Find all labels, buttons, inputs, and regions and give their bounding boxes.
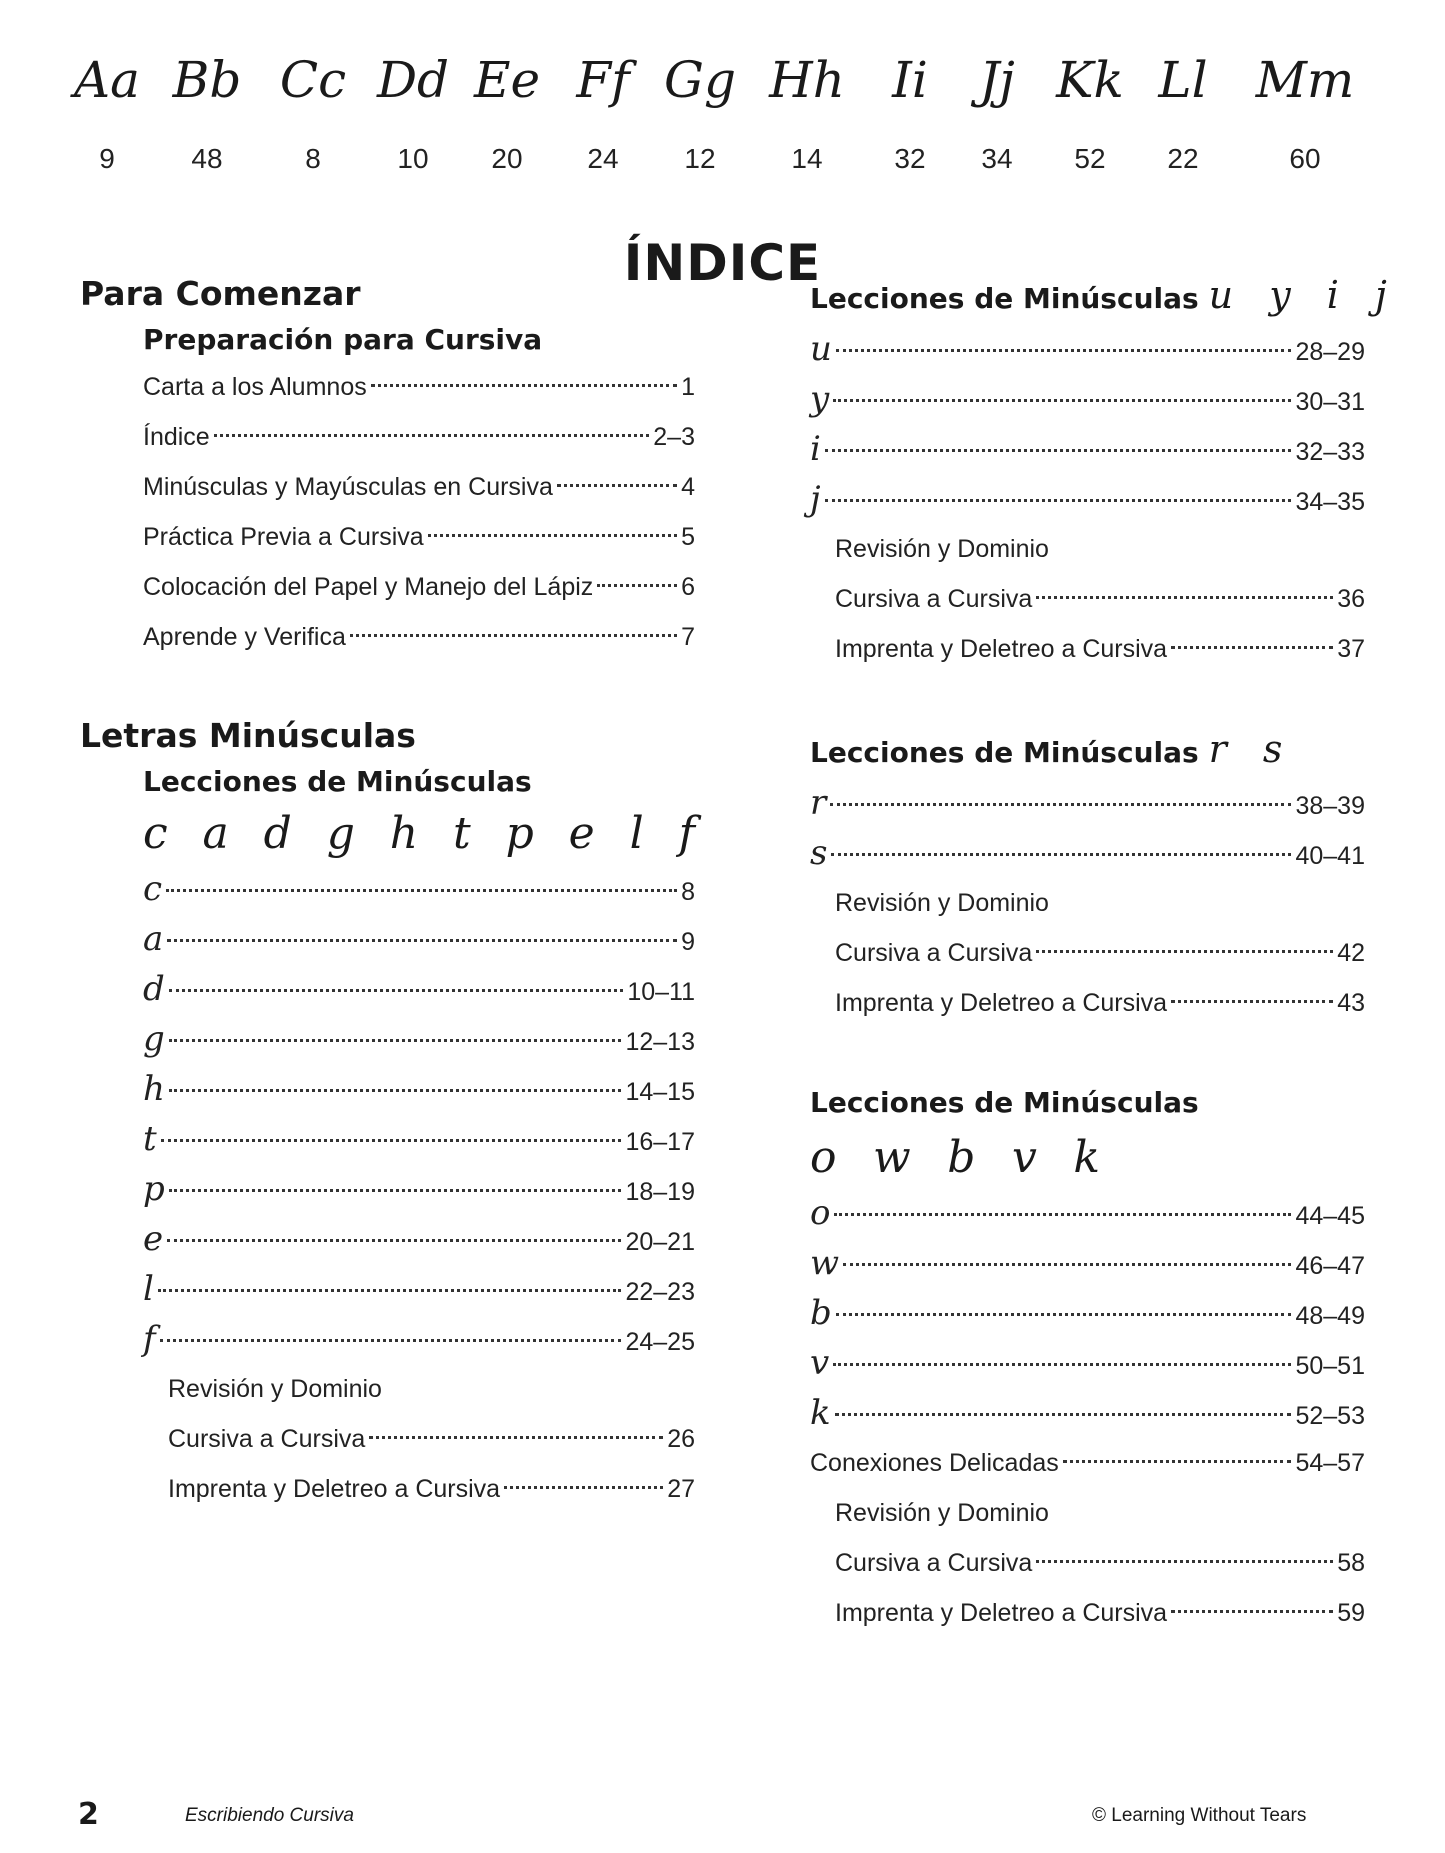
alphabet-page: 14: [791, 143, 823, 174]
entry-page: 36: [1337, 585, 1365, 613]
entry-page: 43: [1337, 989, 1365, 1017]
entry-letter: p: [143, 1169, 165, 1209]
entry-page: 2–3: [653, 423, 695, 451]
toc-entry[interactable]: [143, 1214, 695, 1264]
toc-entry[interactable]: [810, 1388, 1365, 1438]
lesson-glyph-row: [143, 804, 695, 864]
dot-leader: [350, 634, 677, 637]
dot-leader: [597, 584, 677, 587]
dot-leader: [831, 853, 1291, 856]
dot-leader: [836, 1313, 1292, 1316]
entry-label: Conexiones Delicadas: [810, 1449, 1059, 1477]
entry-page: 27: [667, 1475, 695, 1503]
toc-entry[interactable]: [835, 1588, 1365, 1638]
entry-page: 5: [681, 523, 695, 551]
entry-letter: j: [810, 479, 821, 519]
entry-letter: a: [143, 919, 164, 959]
toc-entry[interactable]: [835, 574, 1365, 624]
entry-page: 44–45: [1295, 1202, 1365, 1230]
lesson-group-glyphs: r s: [1208, 727, 1295, 771]
subsection-title: Preparación para Cursiva: [143, 323, 543, 356]
toc-entry[interactable]: [143, 362, 695, 412]
entry-letter: w: [810, 1243, 840, 1283]
entry-page: 14–15: [625, 1078, 695, 1106]
entry-page: 37: [1337, 635, 1365, 663]
cursive-glyph: h: [389, 808, 419, 859]
toc-entry[interactable]: [143, 1264, 695, 1314]
toc-entry[interactable]: [810, 1338, 1365, 1388]
toc-entry[interactable]: [810, 324, 1365, 374]
right-column: [810, 270, 1399, 1638]
dot-leader: [830, 803, 1291, 806]
lesson-group-title: [810, 270, 1399, 324]
entry-page: 28–29: [1295, 338, 1365, 366]
cursive-glyph: a: [202, 808, 229, 859]
entry-letter: b: [810, 1293, 832, 1333]
entry-page: 8: [681, 878, 695, 906]
dot-leader: [158, 1289, 622, 1292]
alphabet-item: [1250, 40, 1360, 176]
entry-letter: c: [143, 869, 163, 909]
entry-page: 4: [681, 473, 695, 501]
entry-page: 38–39: [1295, 792, 1365, 820]
alphabet-item: [752, 40, 862, 176]
entry-label: Imprenta y Deletreo a Cursiva: [835, 989, 1168, 1017]
entry-page: 20–21: [625, 1228, 695, 1256]
toc-entry[interactable]: [143, 1064, 695, 1114]
toc-entry[interactable]: [810, 778, 1365, 828]
alphabet-letters: Ff: [576, 51, 630, 109]
toc-entry[interactable]: [810, 1238, 1365, 1288]
lesson-group-label: Lecciones de Minúsculas: [810, 736, 1199, 769]
toc-entry[interactable]: [810, 1288, 1365, 1338]
toc-entry[interactable]: [143, 1114, 695, 1164]
entry-page: 6: [681, 573, 695, 601]
cursive-glyph: f: [678, 808, 695, 859]
alphabet-letters: Kk: [1056, 51, 1124, 109]
dot-leader: [167, 1239, 621, 1242]
entry-page: 48–49: [1295, 1302, 1365, 1330]
section-title-lowercase: Letras Minúsculas: [80, 716, 416, 755]
entry-label: Cursiva a Cursiva: [835, 585, 1033, 613]
dot-leader: [166, 889, 677, 892]
review-block: [810, 524, 1365, 674]
alphabet-page: 34: [981, 143, 1013, 174]
cursive-glyph: w: [873, 1132, 911, 1183]
alphabet-item: [152, 40, 262, 176]
cursive-glyph: v: [1011, 1132, 1037, 1183]
toc-entry[interactable]: [835, 928, 1365, 978]
dot-leader: [834, 1213, 1291, 1216]
entry-label: Aprende y Verifica: [143, 623, 346, 651]
toc-entry[interactable]: [143, 864, 695, 914]
lesson-group-title: [810, 724, 1365, 778]
entry-letter: v: [810, 1343, 830, 1383]
alphabet-page: 8: [305, 143, 321, 174]
dot-leader: [835, 1413, 1292, 1416]
dot-leader: [843, 1263, 1291, 1266]
entry-page: 52–53: [1295, 1402, 1365, 1430]
entry-letter: s: [810, 833, 828, 873]
review-title: Revisión y Dominio: [168, 1375, 382, 1403]
toc-entry[interactable]: [143, 562, 695, 612]
review-title: Revisión y Dominio: [835, 535, 1049, 563]
footer-book-title: Escribiendo Cursiva: [185, 1805, 354, 1826]
alphabet-page: 48: [191, 143, 223, 174]
footer-page-number: 2: [78, 1797, 99, 1832]
dot-leader: [504, 1486, 663, 1489]
entry-label: Minúsculas y Mayúsculas en Cursiva: [143, 473, 553, 501]
entry-label: Imprenta y Deletreo a Cursiva: [835, 1599, 1168, 1627]
entry-letter: u: [810, 329, 832, 369]
alphabet-letters: Gg: [664, 51, 736, 109]
entry-letter: k: [810, 1393, 831, 1433]
entry-letter: g: [143, 1019, 165, 1059]
alphabet-letters: Ee: [473, 51, 541, 109]
alphabet-letters: Cc: [279, 51, 347, 109]
page-title: ÍNDICE: [623, 233, 822, 292]
alphabet-letters: Ii: [892, 51, 928, 109]
subsection-title: Lecciones de Minúsculas: [143, 765, 532, 798]
alphabet-item: [645, 40, 755, 176]
entry-page: 1: [681, 373, 695, 401]
entry-label: Práctica Previa a Cursiva: [143, 523, 424, 551]
toc-entry[interactable]: [168, 1464, 695, 1514]
dot-leader: [160, 1339, 622, 1342]
toc-entry[interactable]: [143, 964, 695, 1014]
dot-leader: [1036, 950, 1333, 953]
alphabet-letters: Mm: [1255, 51, 1355, 109]
entry-page: 12–13: [625, 1028, 695, 1056]
entry-label: Índice: [143, 423, 210, 451]
entry-letter: f: [143, 1319, 156, 1359]
alphabet-item: [452, 40, 562, 176]
dot-leader: [825, 499, 1292, 502]
section-lowercase: [80, 760, 695, 1514]
entry-label: Carta a los Alumnos: [143, 373, 367, 401]
left-column: [80, 270, 695, 1514]
cursive-glyph: c: [143, 808, 168, 859]
dot-leader: [161, 1139, 622, 1142]
entry-letter: h: [143, 1069, 165, 1109]
alphabet-item: [52, 40, 162, 176]
alphabet-letters: Bb: [172, 51, 242, 109]
entry-letter: i: [810, 429, 821, 469]
cursive-glyph: t: [453, 808, 471, 859]
dot-leader: [1171, 1000, 1333, 1003]
cursive-glyph: e: [568, 808, 595, 859]
alphabet-letters: Ll: [1158, 51, 1208, 109]
cursive-alphabet-strip: [40, 40, 1405, 190]
dot-leader: [833, 1363, 1291, 1366]
dot-leader: [169, 1089, 622, 1092]
dot-leader: [836, 349, 1292, 352]
entry-page: 16–17: [625, 1128, 695, 1156]
entry-page: 42: [1337, 939, 1365, 967]
entry-label: Cursiva a Cursiva: [835, 1549, 1033, 1577]
dot-leader: [167, 939, 677, 942]
entry-page: 10–11: [627, 978, 695, 1006]
alphabet-letters: Aa: [74, 51, 140, 109]
section-getting-started: [80, 318, 695, 662]
alphabet-letters: Jj: [979, 51, 1015, 109]
cursive-glyph: l: [629, 808, 644, 859]
alphabet-page: 60: [1289, 143, 1321, 174]
toc-entry[interactable]: [835, 1538, 1365, 1588]
toc-entry[interactable]: [143, 1164, 695, 1214]
alphabet-page: 52: [1074, 143, 1106, 174]
entry-label: Imprenta y Deletreo a Cursiva: [835, 635, 1168, 663]
entry-label: Cursiva a Cursiva: [168, 1425, 366, 1453]
alphabet-page: 10: [397, 143, 429, 174]
entry-letter: o: [810, 1193, 831, 1233]
dot-leader: [1036, 596, 1333, 599]
toc-entry[interactable]: [810, 828, 1365, 878]
dot-leader: [1171, 1610, 1333, 1613]
entry-page: 26: [667, 1425, 695, 1453]
entry-letter: e: [143, 1219, 164, 1259]
footer-copyright: © Learning Without Tears: [1092, 1805, 1307, 1826]
entry-letter: d: [143, 969, 165, 1009]
entry-letter: y: [810, 379, 830, 419]
cursive-glyph: o: [810, 1132, 837, 1183]
dot-leader: [1036, 1560, 1333, 1563]
dot-leader: [214, 434, 650, 437]
toc-entry[interactable]: [143, 1314, 695, 1364]
cursive-glyph: g: [326, 808, 355, 859]
toc-entry[interactable]: [810, 424, 1365, 474]
toc-entry[interactable]: [143, 412, 695, 462]
review-title: Revisión y Dominio: [835, 1499, 1049, 1527]
alphabet-page: 32: [894, 143, 926, 174]
entry-page: 58: [1337, 1549, 1365, 1577]
toc-entry[interactable]: [143, 462, 695, 512]
cursive-glyph: b: [947, 1132, 976, 1183]
dot-leader: [1171, 646, 1333, 649]
cursive-glyph: k: [1073, 1132, 1100, 1183]
review-title: Revisión y Dominio: [835, 889, 1049, 917]
toc-entry[interactable]: [143, 512, 695, 562]
toc-entry[interactable]: [168, 1414, 695, 1464]
dot-leader: [169, 1039, 622, 1042]
review-block: [143, 1364, 695, 1514]
entry-letter: r: [810, 783, 827, 823]
entry-page: 30–31: [1295, 388, 1365, 416]
cursive-glyph: p: [505, 808, 534, 859]
dot-leader: [825, 449, 1292, 452]
toc-entry[interactable]: [835, 978, 1365, 1028]
entry-page: 18–19: [625, 1178, 695, 1206]
cursive-glyph: d: [263, 808, 292, 859]
lesson-group-glyphs: u y i j: [1208, 273, 1399, 317]
entry-page: 32–33: [1295, 438, 1365, 466]
entry-page: 22–23: [625, 1278, 695, 1306]
entry-page: 40–41: [1295, 842, 1365, 870]
lesson-group-label: Lecciones de Minúsculas: [810, 282, 1199, 315]
toc-entry[interactable]: [143, 612, 695, 662]
entry-page: 34–35: [1295, 488, 1365, 516]
entry-label: Colocación del Papel y Manejo del Lápiz: [143, 573, 594, 601]
alphabet-page: 20: [491, 143, 523, 174]
entry-label: Imprenta y Deletreo a Cursiva: [168, 1475, 501, 1503]
page-footer: [0, 1797, 1445, 1837]
alphabet-item: [1128, 40, 1238, 176]
dot-leader: [371, 384, 677, 387]
alphabet-page: 24: [587, 143, 619, 174]
toc-entry[interactable]: [810, 1438, 1365, 1488]
alphabet-page: 22: [1167, 143, 1199, 174]
entry-page: 24–25: [625, 1328, 695, 1356]
alphabet-letters: Dd: [376, 51, 450, 109]
lesson-group-title: Lecciones de Minúsculas: [810, 1086, 1199, 1119]
toc-entry[interactable]: [810, 1188, 1365, 1238]
alphabet-item: [258, 40, 368, 176]
entry-page: 46–47: [1295, 1252, 1365, 1280]
entry-page: 9: [681, 928, 695, 956]
entry-page: 59: [1337, 1599, 1365, 1627]
entry-label: Cursiva a Cursiva: [835, 939, 1033, 967]
entry-page: 50–51: [1295, 1352, 1365, 1380]
dot-leader: [169, 1189, 622, 1192]
toc-entry[interactable]: [835, 624, 1365, 674]
dot-leader: [1063, 1460, 1292, 1463]
toc-entry[interactable]: [143, 1014, 695, 1064]
alphabet-item: [548, 40, 658, 176]
alphabet-page: 12: [684, 143, 716, 174]
entry-page: 7: [681, 623, 695, 651]
dot-leader: [557, 484, 677, 487]
dot-leader: [369, 1436, 663, 1439]
dot-leader: [428, 534, 677, 537]
dot-leader: [833, 399, 1291, 402]
lesson-glyph-row: [810, 1128, 1100, 1188]
review-block: [810, 1488, 1365, 1638]
review-block: [810, 878, 1365, 1028]
toc-entry[interactable]: [143, 914, 695, 964]
dot-leader: [169, 989, 624, 992]
alphabet-page: 9: [99, 143, 115, 174]
entry-letter: t: [143, 1119, 157, 1159]
entry-page: 54–57: [1295, 1449, 1365, 1477]
section-title-getting-started: Para Comenzar: [80, 274, 361, 313]
alphabet-letters: Hh: [769, 51, 845, 109]
entry-letter: l: [143, 1269, 154, 1309]
toc-entry[interactable]: [810, 474, 1365, 524]
toc-entry[interactable]: [810, 374, 1365, 424]
